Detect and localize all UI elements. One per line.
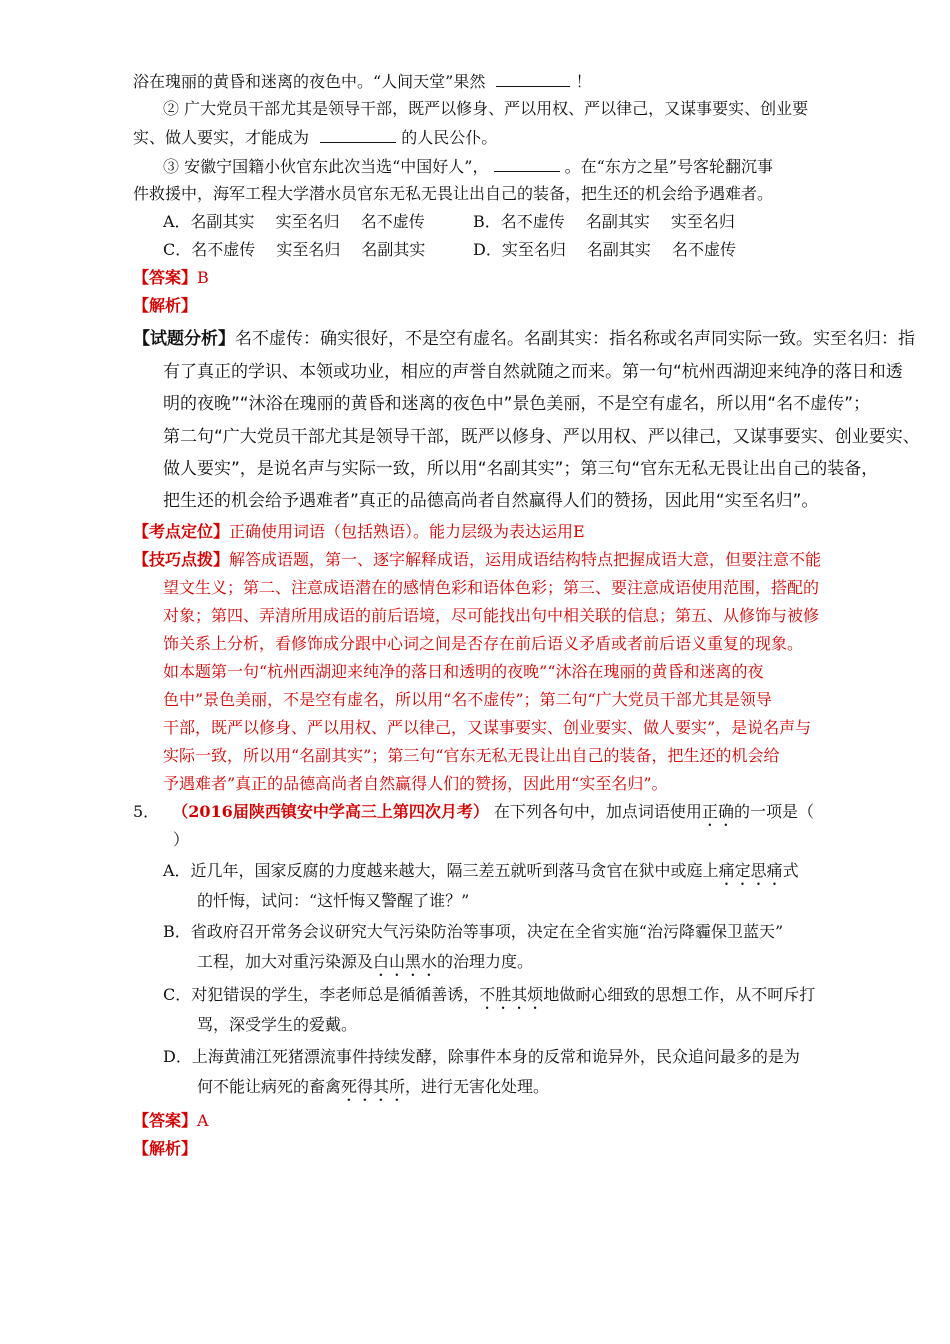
q5-option-b-line1: B．省政府召开常务会议研究大气污染防治等事项，决定在全省实施“治污降霾保卫蓝天” [163,922,784,941]
answer-label: 【答案】 [133,268,198,287]
q5-d-tail: ，进行无害化处理。 [405,1077,550,1096]
q5-b-text: 工程，加大对重污染源及 [197,952,374,971]
q4-jiqiao-line-2: 望文生义；第二、注意成语潜在的感情色彩和语体色彩；第三、要注意成语使用范围，搭配的 [163,578,820,597]
q4-sentence3-line1 [163,155,773,178]
jiqiao-label: 【技巧点拨】 [133,550,230,569]
q5-source: （2016届陕西镇安中学高三上第四次月考） [172,802,489,821]
answer-value: B [197,268,209,287]
q4-analysis-line-5: 做人要实”，是说名声与实际一致，所以用“名副其实”；第三句“官东无私无畏让出自己的装备， [163,459,879,479]
answer-blank-2 [320,126,396,143]
answer-blank-1 [496,70,570,87]
q5-number: 5． [133,802,160,821]
q4-sentence3-tail: 。在“东方之星”号客轮翻沉事 [564,157,774,176]
q4-analysis-label: 【解析】 [133,296,198,315]
q5-a-dotted: 痛定思痛 [718,861,783,880]
q4-option-a: A．名副其实 实至名归 名不虚传 [163,212,425,231]
q5-option-c-line1 [163,984,815,1013]
q5-stem-dotted: 正确 [701,802,734,821]
q4-option-c: C．名不虚传 实至名归 名副其实 [163,240,426,259]
answer-label: 【答案】 [133,1111,198,1130]
q4-sentence2-tail: 的人民公仆。 [401,128,498,147]
q4-option-b: B．名不虚传 名副其实 实至名归 [473,212,735,231]
q4-answer [133,267,209,289]
q4-jiqiao-line-6: 色中”景色美丽，不是空有虚名，所以用“名不虚传”；第二句“广大党员干部尤其是领导 [163,690,772,709]
q4-jiqiao-line-4: 饰关系上分析，看修饰成分跟中心词之间是否存在前后语义矛盾或者前后语义重复的现象。 [163,634,804,653]
q4-sentence1-end [133,70,592,93]
q4-sentence3-line2: 件救援中，海军工程大学潜水员官东无私无畏让出自己的装备，把生还的机会给予遇难者。 [133,184,774,203]
q5-stem-tail: 的一项是（ [733,802,814,821]
q4-jiqiao-line-3: 对象；第四、弄清所用成语的前后语境，尽可能找出句中相关联的信息；第五、从修饰与被修 [163,606,820,625]
q5-d-text: 何不能让病死的畜禽 [197,1077,342,1096]
answer-value: A [197,1111,209,1130]
q4-option-d: D．实至名归 名副其实 名不虚传 [473,240,737,259]
q5-option-d-line1: D．上海黄浦江死猪漂流事件持续发酵，除事件本身的反常和诡异外，民众追问最多的是为 [163,1047,800,1066]
q4-sentence2-text: 实、做人要实，才能成为 [133,128,310,147]
q5-option-a-line1 [163,860,799,889]
q5-a-text: A．近几年，国家反腐的力度越来越大，隔三差五就听到落马贪官在狱中或庭上 [163,861,719,880]
q4-analysis-line-3: 明的夜晚”“沐浴在瑰丽的黄昏和迷离的夜色中”景色美丽，不是空有虚名，所以用“名不虚传”； [163,394,871,414]
q5-option-c-line2: 骂，深受学生的爱戴。 [197,1015,358,1034]
kaodian-label: 【考点定位】 [133,522,230,541]
answer-blank-3 [494,155,560,172]
q5-option-d-line2 [197,1076,549,1105]
q4-analysis-line-2: 有了真正的学识、本领或功业，相应的声誉自然就随之而来。第一句“杭州西湖迎来纯净的落日和透 [163,362,903,382]
q4-sentence2-line1: ② 广大党员干部尤其是领导干部，既严以修身、严以用权、严以律己，又谋事要实、创业要 [163,99,809,118]
q5-option-b-line2 [197,951,533,980]
jiqiao-text: 解答成语题，第一、逐字解释成语，运用成语结构特点把握成语大意，但要注意不能 [229,550,822,569]
q4-analysis-line-4: 第二句“广大党员干部尤其是领导干部，既严以修身、严以用权、严以律己，又谋事要实、创业要实、 [163,427,920,447]
q4-sentence2-line2 [133,126,497,149]
q5-stem-text: 在下列各句中，加点词语使用 [493,802,702,821]
analysis-text: 名不虚传：确实很好，不是空有虚名。名副其实：指名称或名声同实际一致。实至名归：指 [235,329,915,349]
q4-sentence3-text: ③ 安徽宁国籍小伙官东此次当选“中国好人”， [163,157,489,176]
q5-a-tail: 式 [782,861,799,880]
q4-sentence1-mark: ！ [575,72,592,91]
q5-analysis-label: 【解析】 [133,1139,198,1158]
q4-kaodian [133,521,585,543]
analysis-head: 【试题分析】 [133,329,235,349]
q5-d-dotted: 死得其所 [341,1077,406,1096]
q4-sentence1-text: 浴在瑰丽的黄昏和迷离的夜色中。“人间天堂”果然 [133,72,486,91]
q4-jiqiao-line-5: 如本题第一句“杭州西湖迎来纯净的落日和透明的夜晚”“沐浴在瑰丽的黄昏和迷离的夜 [163,662,764,681]
q5-b-dotted: 白山黑水 [373,952,438,971]
q4-jiqiao-line-1 [133,549,821,571]
q5-stem-close: ） [173,830,190,849]
kaodian-text: 正确使用词语（包括熟语）。能力层级为表达运用E [229,522,585,541]
q5-c-tail: 地做耐心细致的思想工作，从不呵斥打 [543,985,816,1004]
q4-jiqiao-line-7: 干部，既严以修身、严以用权、严以律己，又谋事要实、创业要实、做人要实”，是说名声与 [163,718,812,737]
q5-answer [133,1110,209,1132]
q5-c-dotted: 不胜其烦 [479,985,544,1004]
q4-analysis-line-6: 把生还的机会给予遇难者”真正的品德高尚者自然赢得人们的赞扬，因此用“实至名归”。 [163,491,819,511]
q4-analysis-line-1 [133,328,915,350]
q4-jiqiao-line-9: 予遇难者”真正的品德高尚者自然赢得人们的赞扬，因此用“实至名归”。 [163,774,668,793]
q5-c-text: C．对犯错误的学生，李老师总是循循善诱， [163,985,480,1004]
q5-stem [133,801,814,830]
q5-option-a-line2: 的忏悔，试问：“这忏悔又警醒了谁？” [197,891,470,910]
q4-jiqiao-line-8: 实际一致，所以用“名副其实”；第三句“官东无私无畏让出自己的装备，把生还的机会给 [163,746,780,765]
q5-b-tail: 的治理力度。 [437,952,534,971]
